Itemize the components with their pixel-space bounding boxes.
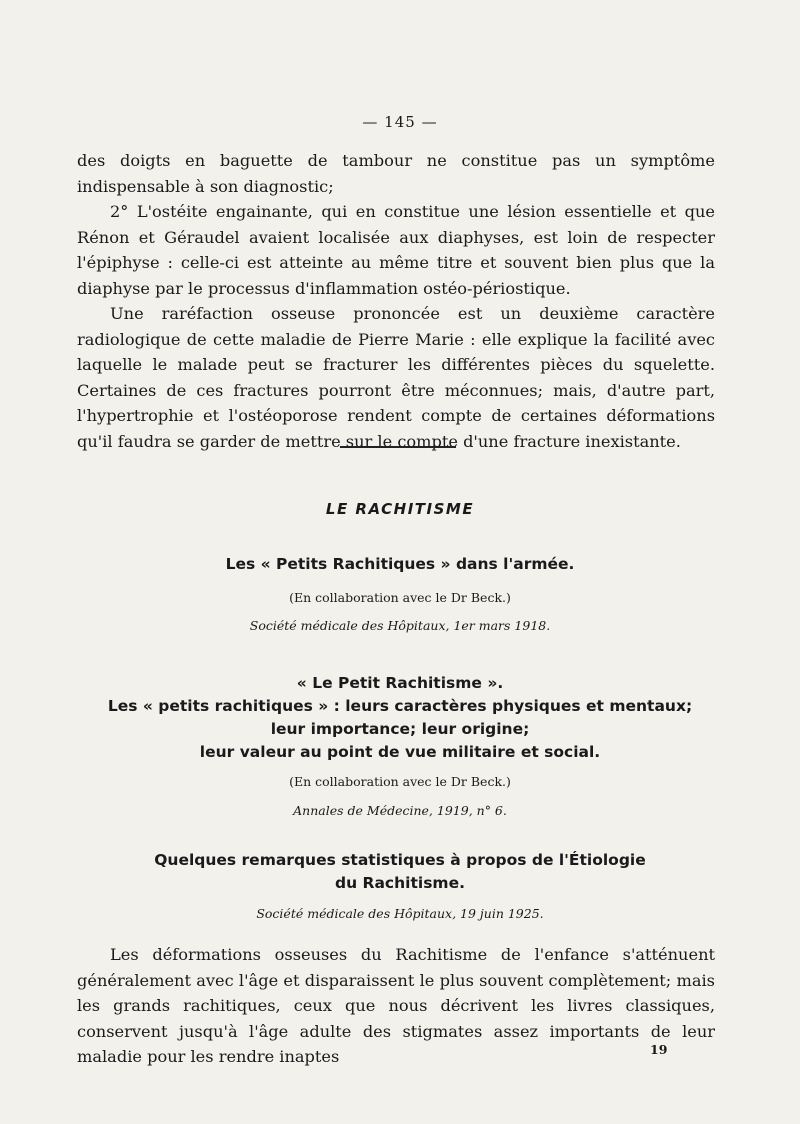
entry-title-line: leur importance; leur origine;: [270, 720, 530, 738]
entry-title-line: Les « petits rachitiques » : leurs caractères physiques et mentaux;: [107, 697, 693, 715]
entry-title-line: Quelques remarques statistiques à propos de l'Étiologie: [154, 851, 646, 869]
citation-text: Annales de Médecine, 1919, n° 6.: [293, 803, 507, 818]
entry-title: [0, 553, 800, 576]
section-title: LE RACHITISME: [325, 500, 475, 518]
collaboration-note: (En collaboration avec le Dr Beck.): [289, 774, 511, 789]
collaboration-note: (En collaboration avec le Dr Beck.): [289, 590, 511, 605]
top-paragraphs: [77, 148, 715, 454]
page-number: — 145 —: [362, 113, 438, 131]
bottom-paragraph: [77, 942, 715, 1070]
entry-title-line: du Rachitisme.: [335, 874, 465, 892]
citation: [0, 618, 800, 633]
entry-title: [0, 849, 800, 895]
entry-title-line: leur valeur au point de vue militaire et social.: [199, 743, 601, 761]
signature-mark: 19: [650, 1042, 668, 1057]
section-divider: [340, 446, 456, 448]
entry-title-line: « Le Petit Rachitisme ».: [296, 674, 504, 692]
citation-text: Société médicale des Hôpitaux, 1er mars 1918.: [249, 618, 551, 633]
citation: [0, 803, 800, 818]
paragraph: 2° L'ostéite engainante, qui en constitue une lésion essentielle et que Rénon et Géraudel avaient localisée aux diaphyses, est loin de respecter l'épiphyse : celle-ci est atteinte au même titre et souvent bien plus que la diaphyse par le processus d'inflammation ostéo-périostique.: [77, 202, 715, 298]
paragraph: Les déformations osseuses du Rachitisme de l'enfance s'atténuent généralement avec l'âge et disparaissent le plus souvent complètement; mais les grands rachitiques, ceux que nous décrivent les livres classiques, conservent jusqu'à l'âge adulte des stigmates assez importants de leur maladie pour les rendre inaptes: [77, 945, 715, 1066]
entry-title: [0, 672, 800, 764]
citation-text: Société médicale des Hôpitaux, 19 juin 1925.: [256, 906, 544, 921]
citation: [0, 906, 800, 921]
paragraph: Une raréfaction osseuse prononcée est un deuxième caractère radiologique de cette maladie de Pierre Marie : elle explique la facilité avec laquelle le malade peut se fracturer les différentes pièces du squelette. Certaines de ces fractures pourront être méconnues; mais, d'autre part, l'hypertrophie et l'ostéoporose rendent compte de certaines déformations qu'il faudra se garder de mettre sur le compte d'une fracture inexistante.: [77, 304, 715, 451]
paragraph: des doigts en baguette de tambour ne constitue pas un symptôme indispensable à son diagnostic;: [77, 151, 715, 196]
entry-title-line: Les « Petits Rachitiques » dans l'armée.: [225, 555, 575, 573]
